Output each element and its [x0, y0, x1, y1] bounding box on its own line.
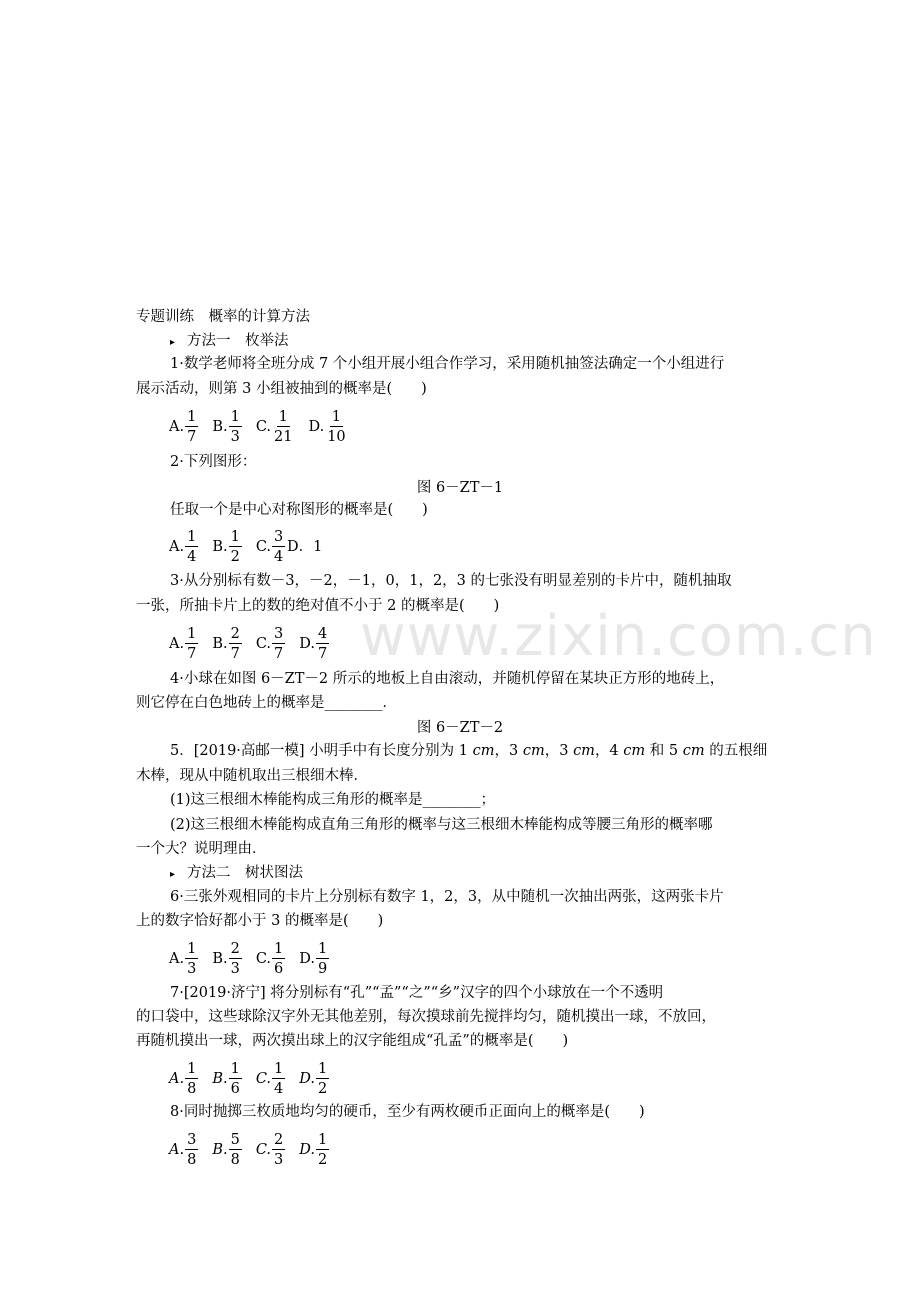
fraction-denominator: 3 [230, 961, 240, 977]
q3-options [169, 621, 343, 667]
option-letter: A. [169, 1071, 185, 1087]
option-letter: A. [169, 539, 185, 555]
option-d [299, 1133, 329, 1168]
fraction [272, 627, 285, 662]
fraction-numerator: 1 [185, 627, 198, 645]
fraction-denominator: 7 [230, 646, 240, 662]
q2-text-line2: 任取一个是中心对称图形的概率是( ) [170, 502, 428, 518]
fraction-denominator: 2 [230, 549, 240, 565]
fraction-denominator: 21 [274, 429, 293, 445]
section-method-2 [170, 862, 303, 886]
q4-text-line1: 4·小球在如图 6－ZT－2 所示的地板上自由滚动，并随机停留在某块正方形的地砖上， [170, 671, 725, 687]
q5-sub2-line1: (2)这三根细木棒能构成直角三角形的概率与这三根细木棒能构成等腰三角形的概率哪 [170, 817, 713, 833]
option-c [256, 530, 285, 565]
q7-options [169, 1056, 343, 1102]
option-d [299, 1062, 329, 1097]
fraction [229, 627, 242, 662]
fraction-denominator: 8 [230, 1152, 240, 1168]
option-letter: B. [212, 636, 228, 652]
fraction-numerator: 1 [229, 530, 242, 548]
fraction-numerator: 1 [185, 410, 198, 428]
q6-text-line2: 上的数字恰好都小于 3 的概率是( ) [136, 913, 384, 929]
fraction-denominator: 8 [187, 1152, 197, 1168]
option-letter: A. [169, 419, 185, 435]
fraction [316, 1133, 329, 1168]
figure-caption-2: 图 6－ZT－2 [416, 720, 504, 736]
fraction [229, 1133, 242, 1168]
fraction [316, 1062, 329, 1097]
option-letter: B. [212, 539, 228, 555]
fraction-denominator: 2 [317, 1081, 328, 1097]
fraction [185, 1062, 198, 1097]
option-b [212, 410, 242, 445]
fraction-denominator: 8 [187, 1081, 197, 1097]
fraction-numerator: 1 [185, 942, 198, 960]
fraction-denominator: 9 [317, 961, 328, 977]
q5-t4: ，4 [594, 743, 624, 759]
q5-unit-4: cm [623, 743, 646, 759]
fraction-numerator: 5 [229, 1133, 242, 1151]
option-letter: D. [299, 951, 315, 967]
q4-text-line2: 则它停在白色地砖上的概率是________． [136, 695, 397, 711]
option-a [169, 942, 198, 977]
q7-t1: 将分别标有“孔”“孟”“之”“乡”汉字的四个小球放在一个不透明 [265, 985, 664, 1001]
q5-t3: ，3 [544, 743, 574, 759]
fraction-numerator: 1 [316, 1133, 329, 1151]
q7-text-line2: 的口袋中，这些球除汉字外无其他差别，每次摸球前先搅拌均匀，随机摸出一球，不放回， [136, 1009, 716, 1025]
fraction-numerator: 3 [185, 1133, 198, 1151]
option-letter: D. [299, 1142, 315, 1158]
q5-t6: 的五根细 [704, 743, 768, 759]
fraction [185, 410, 198, 445]
fraction [185, 942, 198, 977]
fraction [316, 627, 329, 662]
option-letter: A. [169, 1142, 185, 1158]
q5-text-line2: 木棒，现从中随机取出三根细木棒． [136, 768, 368, 784]
fraction-denominator: 4 [274, 549, 284, 565]
section-method-1-label: 方法一 枚举法 [187, 333, 289, 349]
bullet-icon: ▸ [170, 337, 176, 348]
q5-unit-3: cm [573, 743, 595, 759]
fraction-denominator: 3 [274, 1152, 284, 1168]
option-d [299, 942, 329, 977]
fraction [185, 530, 198, 565]
q8-text-line1: 8·同时抛掷三枚质地均匀的硬币，至少有两枚硬币正面向上的概率是( ) [170, 1104, 645, 1120]
watermark: www.zixin.com.cn [360, 604, 877, 669]
option-letter: C. [255, 539, 272, 555]
fraction-numerator: 2 [272, 1133, 285, 1151]
option-letter: D. [308, 419, 325, 435]
fraction-denominator: 4 [187, 549, 197, 565]
fraction-denominator: 7 [187, 429, 197, 445]
fraction [272, 942, 285, 977]
fraction-denominator: 4 [274, 1081, 284, 1097]
fraction-denominator: 2 [317, 1152, 328, 1168]
fraction-numerator: 1 [330, 410, 343, 428]
fraction-denominator: 7 [317, 646, 328, 662]
q5-t1: 小明手中有长度分别为 1 [304, 743, 473, 759]
q5-unit-1: cm [472, 743, 495, 759]
fraction-denominator: 6 [274, 961, 284, 977]
option-b [212, 530, 242, 565]
fraction-numerator: 1 [185, 1062, 198, 1080]
option-c [256, 1133, 285, 1168]
q5-t2: ，3 [494, 743, 523, 759]
fraction-numerator: 1 [316, 942, 329, 960]
page-title: 专题训练 概率的计算方法 [136, 309, 310, 325]
q7-source: [2019·济宁] [183, 985, 266, 1001]
q5-sub1: (1)这三根细木棒能构成三角形的概率是________； [170, 792, 496, 808]
option-letter: A. [169, 951, 185, 967]
fraction [325, 410, 347, 445]
q7-text-line3: 再随机摸出一球，两次摸出球上的汉字能组成“孔孟”的概率是( ) [136, 1033, 569, 1049]
option-b [212, 627, 242, 662]
fraction [272, 530, 285, 565]
fraction-numerator: 1 [272, 942, 285, 960]
option-c [256, 942, 285, 977]
q5-text-line1 [170, 740, 767, 762]
option-letter: C. [255, 951, 272, 967]
q2-options [169, 524, 299, 570]
fraction [185, 627, 198, 662]
section-method-1 [170, 330, 289, 354]
fraction [272, 1133, 285, 1168]
q1-text-line1: 1·数学老师将全班分成 7 个小组开展小组合作学习，采用随机抽签法确定一个小组进行 [170, 356, 725, 372]
fraction-numerator: 4 [316, 627, 329, 645]
option-letter: B. [212, 1142, 228, 1158]
q6-options [169, 936, 343, 982]
q1-text-line2: 展示活动，则第 3 小组被抽到的概率是( ) [136, 381, 427, 397]
q3-text-line1: 3·从分别标有数－3，－2，－1，0，1，2，3 的七张没有明显差别的卡片中，随机抽取 [170, 573, 732, 589]
fraction [229, 1062, 242, 1097]
fraction-denominator: 3 [230, 429, 240, 445]
option-b [212, 942, 242, 977]
q5-source: [2019·高邮一模] [193, 743, 305, 759]
option-b [212, 1062, 242, 1097]
option-letter: D. [299, 636, 315, 652]
fraction [316, 942, 329, 977]
q1-options [169, 404, 362, 450]
option-letter: C. [255, 1071, 272, 1087]
q5-unit-2: cm [522, 743, 545, 759]
q6-text-line1: 6·三张外观相同的卡片上分别标有数字 1，2，3，从中随机一次抽出两张，这两张卡片 [170, 889, 724, 905]
fraction-denominator: 7 [187, 646, 197, 662]
fraction-numerator: 3 [272, 627, 285, 645]
fraction [272, 1062, 285, 1097]
fraction [229, 530, 242, 565]
fraction-denominator: 10 [327, 429, 346, 445]
fraction-numerator: 1 [229, 410, 242, 428]
option-letter: B. [212, 1071, 228, 1087]
figure-caption-1: 图 6－ZT－1 [416, 480, 504, 496]
fraction [272, 410, 294, 445]
q7-number: 7· [170, 985, 184, 1001]
option-a [169, 530, 198, 565]
q5-unit-5: cm [682, 743, 705, 759]
q5-t5: 和 5 [645, 743, 683, 759]
option-d [299, 627, 329, 662]
fraction-numerator: 1 [316, 1062, 329, 1080]
q3-text-line2: 一张，所抽卡片上的数的绝对值不小于 2 的概率是( ) [136, 598, 500, 614]
option-c [256, 410, 295, 445]
fraction-numerator: 1 [272, 1062, 285, 1080]
option-c [256, 1062, 285, 1097]
option-a [169, 627, 198, 662]
fraction-numerator: 2 [229, 942, 242, 960]
fraction-numerator: 2 [229, 627, 242, 645]
fraction-numerator: 1 [277, 410, 290, 428]
bullet-icon: ▸ [170, 869, 176, 880]
q2-option-d: D．1 [287, 539, 323, 555]
option-a [169, 410, 198, 445]
option-letter: B. [212, 951, 228, 967]
fraction-denominator: 6 [230, 1081, 240, 1097]
q5-number: 5． [170, 743, 194, 759]
q7-text-line1 [170, 982, 663, 1004]
fraction-numerator: 3 [272, 530, 285, 548]
option-letter: C. [255, 636, 272, 652]
option-d [308, 410, 347, 445]
q5-sub2-line2: 一个大？说明理由． [136, 841, 267, 857]
option-a [169, 1133, 198, 1168]
q2-text-line1: 2·下列图形： [170, 454, 257, 470]
fraction [185, 1133, 198, 1168]
option-letter: C. [255, 1142, 272, 1158]
fraction-denominator: 7 [274, 646, 284, 662]
option-a [169, 1062, 198, 1097]
fraction-numerator: 1 [229, 1062, 242, 1080]
option-b [212, 1133, 242, 1168]
fraction-denominator: 3 [187, 961, 197, 977]
q8-options [169, 1127, 343, 1173]
option-letter: D. [299, 1071, 315, 1087]
fraction-numerator: 1 [185, 530, 198, 548]
fraction [229, 942, 242, 977]
fraction [229, 410, 242, 445]
section-method-2-label: 方法二 树状图法 [187, 865, 304, 881]
option-letter: C. [255, 419, 272, 435]
option-letter: B. [212, 419, 228, 435]
option-c [256, 627, 285, 662]
option-letter: A. [169, 636, 185, 652]
